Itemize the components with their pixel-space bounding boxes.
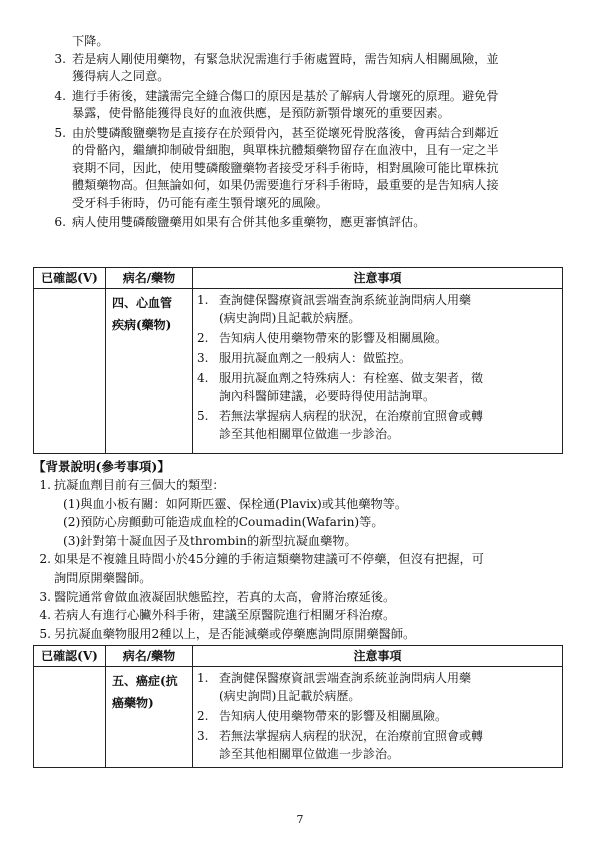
list-item-line: 體類藥物高。但無論如何，如果仍需要進行牙科手術時，最重要的是告知病人接 [72,178,499,192]
note-item-number: 3. [197,729,209,743]
list-item-number: 4. [54,88,66,103]
note-item [197,291,556,327]
note-item-line: (病史詢問)且記載於病歷。 [219,689,361,703]
bg-item-line: (1)與血小板有關：如阿斯匹靈、保栓通(Plavix)或其他藥物等。 [63,496,408,511]
header-notes: 注意事項 [193,646,563,667]
list-item-line: 若是病人剛使用藥物，有緊急狀況需進行手術處置時，需告知病人相關風險，並 [72,51,499,66]
table-row [34,667,563,768]
note-item-text [219,407,556,443]
bg-item-line: 醫院通常會做血液凝固狀態監控，若真的太高，會將治療延後。 [54,589,396,604]
category-line: 疾病(藥物) [112,318,172,332]
list-item-line: 病人使用雙磷酸鹽藥用如果有合併其他多重藥物，應更審慎評估。 [72,215,426,229]
bg-item-line: 另抗凝血藥物服用2種以上，是否能減藥或停藥應詢問原開藥醫師。 [54,626,416,641]
category-cell [106,667,193,768]
list-item-line: 的骨骼內，繼續抑制破骨細胞，與單株抗體類藥物留存在血液中，且有一定之半 [72,143,499,157]
category-line: 癌藥物) [112,696,154,710]
note-item-line: 診至其他相關單位做進一步診治。 [219,747,400,761]
bg-item-number: 3. [39,589,51,604]
note-item-number: 1. [197,671,209,685]
note-item-number: 2. [197,709,209,723]
note-item [197,329,556,347]
note-item-number: 3. [197,351,209,365]
note-item-line: 若無法掌握病人病程的狀況，在治療前宜照會或轉 [219,729,484,743]
bg-item-number: 1. [39,478,51,492]
note-item-line: 告知病人使用藥物帶來的影響及相關風險。 [219,709,448,723]
note-item [197,707,556,725]
confirm-checkbox-cell[interactable] [34,667,106,768]
confirm-checkbox-cell[interactable] [34,289,106,454]
notes-cell [193,289,563,454]
note-item-line: 查詢健保醫療資訊雲端查詢系統並詢問病人用藥 [219,671,472,685]
note-item-number: 2. [197,331,209,345]
header-notes: 注意事項 [193,268,563,289]
note-item-text [219,369,556,405]
bg-item-number: 2. [39,552,51,567]
notes-cell [193,667,563,768]
table-header-row [34,646,563,667]
note-item-text [219,707,556,725]
category-cell [106,289,193,454]
bg-item-number: 4. [39,608,51,623]
table-cancer [33,645,563,768]
table-header-row [34,268,563,289]
bg-item-number: 5. [39,626,51,641]
note-item-line: 查詢健保醫療資訊雲端查詢系統並詢問病人用藥 [219,293,472,307]
note-item [197,669,556,705]
note-item [197,727,556,763]
header-category: 病名/藥物 [106,646,193,667]
list-item-line: 進行手術後，建議需完全縫合傷口的原因是基於了解病人骨壞死的原理。避免骨 [72,88,499,103]
note-item-text [219,329,556,347]
table-row [34,289,563,454]
list-item-line: 受牙科手術時，仍可能有產生顎骨壞死的風險。 [72,195,328,210]
note-item-text [219,727,556,763]
bg-item-line: 如果是不複雜且時間小於45分鐘的手術這類藥物建議可不停藥，但沒有把握，可 [54,552,484,567]
list-item-line: 暴露，使骨骼能獲得良好的血液供應，是預防新顎骨壞死的重要因素。 [72,106,450,120]
note-item-number: 5. [197,409,209,423]
table-cardiovascular [33,267,563,454]
note-item [197,349,556,367]
note-item-text [219,349,556,367]
category-line: 四、心血管 [112,296,173,310]
note-item-text [219,669,556,705]
bg-item-line: 詢問原開藥醫師。 [54,571,152,585]
note-item-line: 若無法掌握病人病程的狀況，在治療前宜照會或轉 [219,409,484,423]
note-item-number: 1. [197,293,209,307]
bg-item-line: 抗凝血劑目前有三個大的類型： [54,478,225,492]
list-item-line: 獲得病人之同意。 [72,69,170,83]
bg-item-line: (3)針對第十凝血因子及thrombin的新型抗凝血藥物。 [63,533,357,548]
note-item-text [219,291,556,327]
note-item-line: 服用抗凝血劑之一般病人：做監控。 [219,351,412,365]
header-confirmed: 已確認(V) [34,268,106,289]
list-item-line: 由於雙磷酸鹽藥物是直接存在於頸骨內，甚至從壞死骨脫落後，會再結合到鄰近 [72,125,499,140]
list-item-number: 5. [54,125,66,140]
category-line: 五、癌症(抗 [112,674,178,688]
list-item-number: 3. [54,51,66,66]
header-confirmed: 已確認(V) [34,646,106,667]
page-number: 7 [296,813,304,826]
note-item [197,369,556,405]
list-continuation: 下降。 [72,34,109,48]
bg-item-line: (2)預防心房顫動可能造成血栓的Coumadin(Wafarin)等。 [63,515,384,530]
list-item-line: 衰期不同，因此，使用雙磷酸鹽藥物者接受牙科手術時，相對風險可能比單株抗 [72,160,499,175]
note-item-line: 詢內科醫師建議，必要時得使用詰詢單。 [219,389,436,403]
background-heading: 【背景說明(參考事項)】 [33,459,170,474]
note-item-line: 服用抗凝血劑之特殊病人：有栓塞、做支架者，徵 [219,371,484,385]
bg-item-line: 若病人有進行心臟外科手術，建議至原醫院進行相關牙科治療。 [54,608,396,623]
header-category: 病名/藥物 [106,268,193,289]
note-item-line: (病史詢問)且記載於病歷。 [219,311,361,325]
note-item [197,407,556,443]
note-item-line: 診至其他相關單位做進一步診治。 [219,427,400,441]
note-item-number: 4. [197,371,209,385]
note-item-line: 告知病人使用藥物帶來的影響及相關風險。 [219,331,448,345]
list-item-number: 6. [54,215,66,229]
